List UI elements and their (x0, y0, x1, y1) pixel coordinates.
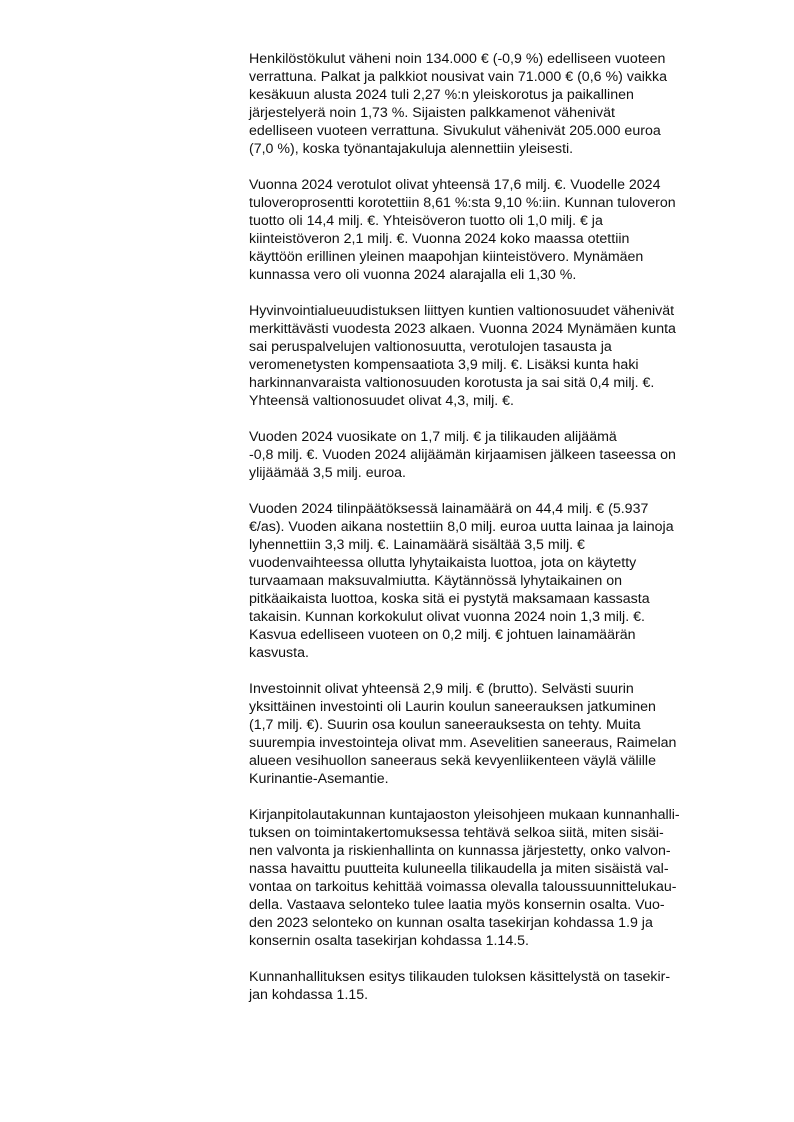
text-line: verrattuna. Palkat ja palkkiot nousivat vain 71.000 € (0,6 %) vaikka (249, 69, 667, 85)
text-line: kunnassa vero oli vuonna 2024 alarajalla eli 1,30 %. (249, 267, 577, 283)
text-line: edelliseen vuoteen verrattuna. Sivukulut vähenivät 205.000 euroa (249, 123, 661, 139)
paragraph-personnel-costs (249, 50, 749, 158)
text-line: Investoinnit olivat yhteensä 2,9 milj. € (brutto). Selvästi suurin (249, 681, 634, 697)
paragraph-internal-control (249, 806, 749, 950)
text-line: (1,7 milj. €). Suurin osa koulun saneerauksesta on tehty. Muita (249, 717, 641, 733)
text-line: ylijäämää 3,5 milj. euroa. (249, 465, 406, 481)
text-line: nassa havaittu puutteita kuluneella tilikaudella ja miten sisäistä val- (249, 861, 669, 877)
text-line: takaisin. Kunnan korkokulut olivat vuonna 2024 noin 1,3 milj. €. (249, 609, 645, 625)
text-line: lyhennettiin 3,3 milj. €. Lainamäärä sisältää 3,5 milj. € (249, 537, 585, 553)
text-line: nen valvonta ja riskienhallinta on kunnassa järjestetty, onko valvon- (249, 843, 671, 859)
text-line: Kirjanpitolautakunnan kuntajaoston yleisohjeen mukaan kunnanhalli- (249, 807, 680, 823)
paragraph-annual-margin (249, 428, 749, 482)
text-line: konsernin osalta tasekirjan kohdassa 1.14.5. (249, 933, 529, 949)
text-line: sai peruspalvelujen valtionosuutta, verotulojen tasausta ja (249, 339, 612, 355)
paragraph-state-subsidies (249, 302, 749, 410)
paragraph-loans (249, 500, 749, 662)
text-line: tuotto oli 14,4 milj. €. Yhteisöveron tuotto oli 1,0 milj. € ja (249, 213, 603, 229)
text-line: kiinteistöveron 2,1 milj. €. Vuonna 2024 koko maassa otettiin (249, 231, 630, 247)
document-page (249, 50, 749, 1022)
text-line: harkinnanvaraista valtionosuuden korotusta ja sai sitä 0,4 milj. €. (249, 375, 655, 391)
text-line: tuksen on toimintakertomuksessa tehtävä selkoa siitä, miten sisäi- (249, 825, 664, 841)
text-line: Kunnanhallituksen esitys tilikauden tuloksen käsittelystä on tasekir- (249, 969, 671, 985)
text-line: kesäkuun alusta 2024 tuli 2,27 %:n yleiskorotus ja paikallinen (249, 87, 634, 103)
text-line: pitkäaikaista luottoa, koska sitä ei pystytä maksamaan kassasta (249, 591, 650, 607)
text-line: Kasvua edelliseen vuoteen on 0,2 milj. € johtuen lainamäärän (249, 627, 636, 643)
text-line: käyttöön erillinen yleinen maapohjan kiinteistövero. Mynämäen (249, 249, 644, 265)
text-line: vuodenvaihteessa ollutta lyhytaikaista luottoa, jota on käytetty (249, 555, 637, 571)
text-line: den 2023 selonteko on kunnan osalta tasekirjan kohdassa 1.9 ja (249, 915, 653, 931)
text-line: (7,0 %), koska työnantajakuluja alennettiin yleisesti. (249, 141, 574, 157)
text-line: Vuonna 2024 verotulot olivat yhteensä 17,6 milj. €. Vuodelle 2024 (249, 177, 661, 193)
text-line: Kurinantie-Asemantie. (249, 771, 389, 787)
text-line: alueen vesihuollon saneeraus sekä kevyenliikenteen väylä välille (249, 753, 656, 769)
text-line: yksittäinen investointi oli Laurin koulun saneerauksen jatkuminen (249, 699, 656, 715)
text-line: suurempia investointeja olivat mm. Asevelitien saneeraus, Raimelan (249, 735, 677, 751)
text-line: jan kohdassa 1.15. (249, 987, 369, 1003)
text-line: -0,8 milj. €. Vuoden 2024 alijäämän kirjaamisen jälkeen taseessa on (249, 447, 676, 463)
text-line: kasvusta. (249, 645, 309, 661)
text-line: Vuoden 2024 vuosikate on 1,7 milj. € ja tilikauden alijäämä (249, 429, 617, 445)
text-line: vontaa on tarkoitus kehittää voimassa olevalla taloussuunnittelukau- (249, 879, 677, 895)
text-line: della. Vastaava selonteko tulee laatia myös konsernin osalta. Vuo- (249, 897, 665, 913)
paragraph-investments (249, 680, 749, 788)
text-line: veromenetysten kompensaatiota 3,9 milj. €. Lisäksi kunta haki (249, 357, 639, 373)
text-line: Hyvinvointialueuudistuksen liittyen kuntien valtionosuudet vähenivät (249, 303, 675, 319)
paragraph-result-proposal (249, 968, 749, 1004)
text-line: järjestelyerä noin 1,73 %. Sijaisten palkkamenot vähenivät (249, 105, 615, 121)
text-line: Yhteensä valtionosuudet olivat 4,3, milj. €. (249, 393, 514, 409)
paragraph-tax-revenue (249, 176, 749, 284)
text-line: merkittävästi vuodesta 2023 alkaen. Vuonna 2024 Mynämäen kunta (249, 321, 676, 337)
text-line: Vuoden 2024 tilinpäätöksessä lainamäärä on 44,4 milj. € (5.937 (249, 501, 649, 517)
text-line: tuloveroprosentti korotettiin 8,61 %:sta 9,10 %:iin. Kunnan tuloveron (249, 195, 676, 211)
text-line: Henkilöstökulut väheni noin 134.000 € (-0,9 %) edelliseen vuoteen (249, 51, 666, 67)
text-line: turvaamaan maksuvalmiutta. Käytännössä lyhytaikainen on (249, 573, 623, 589)
text-line: €/as). Vuoden aikana nostettiin 8,0 milj. euroa uutta lainaa ja lainoja (249, 519, 674, 535)
